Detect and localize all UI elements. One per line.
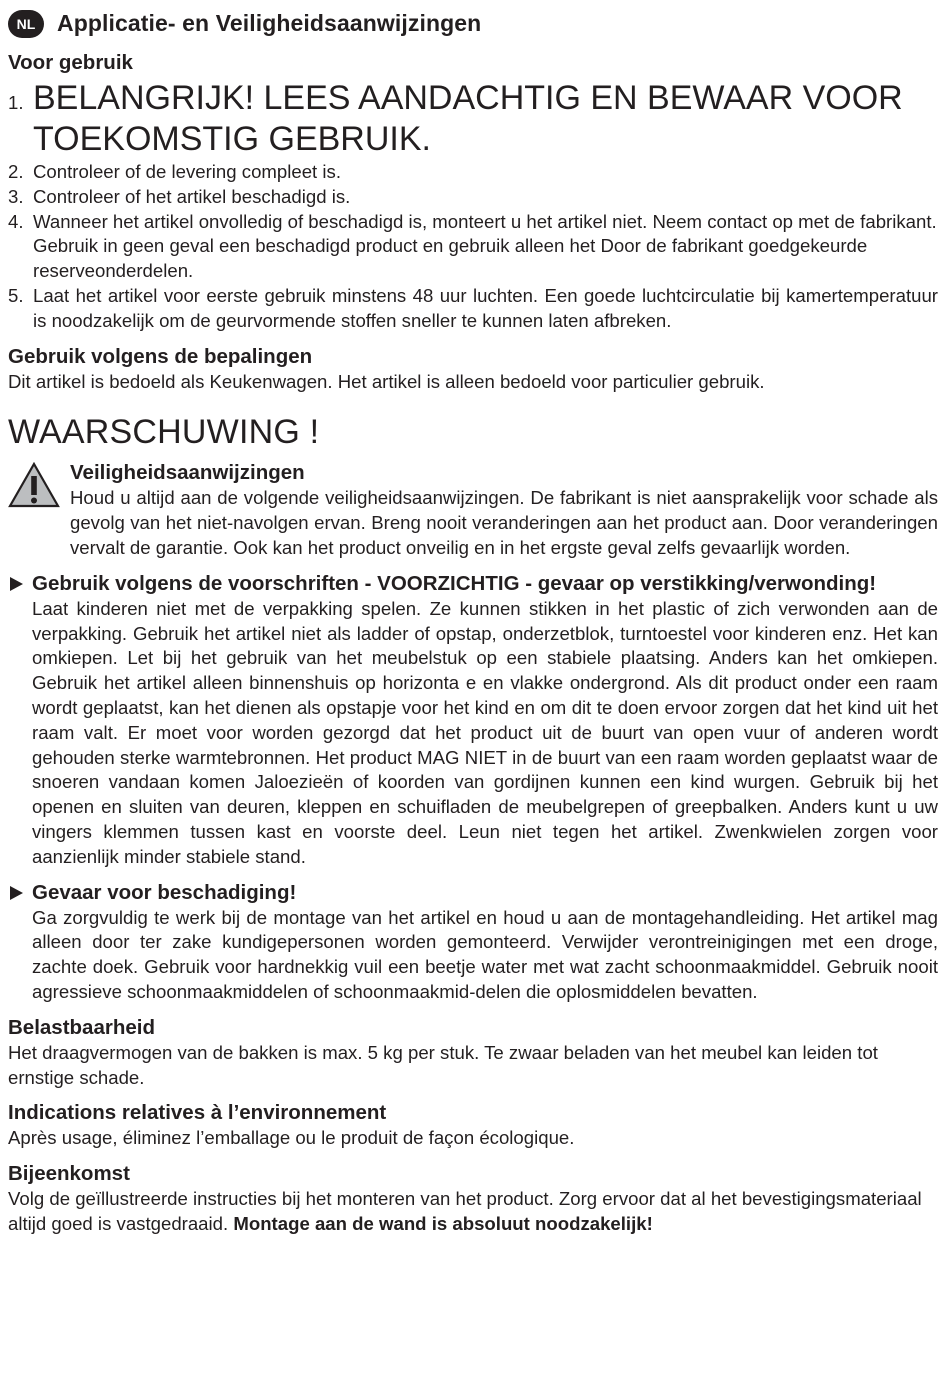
damage-section <box>8 880 938 1005</box>
list-item-4 <box>8 210 938 284</box>
list-item-number: 3. <box>8 185 24 207</box>
intended-use-heading: Gebruik volgens de bepalingen <box>8 344 313 368</box>
language-badge: NL <box>8 10 44 38</box>
list-item-2 <box>8 160 938 185</box>
assembly-section <box>8 1161 938 1237</box>
assembly-paragraph <box>8 1187 938 1237</box>
warning-title: WAARSCHUWING ! <box>8 413 320 452</box>
list-item-text: Wanneer het artikel onvolledig of beschadigd is, monteert u het artikel niet. Neem contact op met de fabrikant. Gebruik in geen geval een beschadigd product en gebruik alleen het Door de fabrikant goedgekeurde reserveonderdelen. <box>33 210 937 282</box>
caution-heading: Gebruik volgens de voorschriften - VOORZICHTIG - gevaar op verstikking/verwonding! <box>32 571 877 595</box>
damage-text: Ga zorgvuldig te werk bij de montage van het artikel en houd u aan de montagehandleiding. Het artikel mag alleen door ter zake kundigepersonen worden gemonteerd. Verwijder verontreinigingen met een droge, zachte doek. Gebruik voor hardnekkig vuil een beetje water met wat zacht schoonmaakmiddel. Gebruik nooit agressieve schoonmaakmiddelen of schoonmaakmid-delen die oplosmiddelen bevatten. <box>32 906 938 1002</box>
list-item-text: Controleer of de levering compleet is. <box>33 161 341 182</box>
caution-section <box>8 571 938 870</box>
damage-heading: Gevaar voor beschadiging! <box>32 880 297 904</box>
environment-heading: Indications relatives à l’environnement <box>8 1101 387 1125</box>
before-use-heading: Voor gebruik <box>8 51 133 74</box>
intended-use-section <box>8 344 938 395</box>
environment-text: Après usage, éliminez l’emballage ou le produit de façon écologique. <box>8 1127 575 1149</box>
list-item-5 <box>8 284 938 334</box>
intended-use-text: Dit artikel is bedoeld als Keukenwagen. Het artikel is alleen bedoeld voor particulier gebruik. <box>8 370 765 392</box>
load-heading: Belastbaarheid <box>8 1015 155 1039</box>
load-text: Het draagvermogen van de bakken is max. 5 kg per stuk. Te zwaar beladen van het meubel kan leiden tot ernstige schade. <box>8 1041 878 1088</box>
before-use-section <box>8 50 938 334</box>
list-item-text: Laat het artikel voor eerste gebruik minstens 48 uur luchten. Een goede luchtcirculatie bij kamertemperatuur is noodzakelijk om de geurvormende stoffen sneller te kunnen laten afbreken. <box>33 284 938 331</box>
list-item-number: 4. <box>8 210 24 232</box>
caution-text: Laat kinderen niet met de verpakking spelen. Ze kunnen stikken in het plastic of zich verwonden aan de verpakking. Gebruik het artikel niet als ladder of opstap, onderzetblok, turntoestel voor kinderen enz. Het kan omkiepen. Let bij het gebruik van het meubelstuk op een stabiele plaatsing. Anders kan het omkiepen. Gebruik het artikel alleen binnenshuis op horizonta e en vlakke ondergrond. Als dit product onder een raam wordt geplaatst, kan het dienen als opstapje voor het kind en om dit te doen ervoor zorgen dat het kind uit het raam valt. Er moet voor worden gezorgd dat het product uit de buurt van open vuur of anderen wordt gehouden sterke warmtebronnen. Het product MAG NIET in de buurt van een raam worden geplaatst waar de snoeren vandaan komen Jaloezieën of koorden van gordijnen kunnen een kind wurgen. Gebruik bij het openen en sluiten van deuren, kleppen en schuifladen de meubelgrepen of greepbalken. Anders kunt u uw vingers klemmen tussen kast en voorste deel. Leun niet tegen het artikel. Zwenkwielen zorgen voor aanzienlijk minder stabiele stand. <box>32 597 938 867</box>
safety-heading: Veiligheidsaanwijzingen <box>70 461 305 485</box>
list-item-number: 5. <box>8 284 24 306</box>
list-item-text: Controleer of het artikel beschadigd is. <box>33 185 351 207</box>
important-notice: BELANGRIJK! LEES AANDACHTIG EN BEWAAR VOOR TOEKOMSTIG GEBRUIK. <box>33 79 903 158</box>
safety-text: Houd u altijd aan de volgende veiligheidsaanwijzingen. De fabrikant is niet aansprakelijk voor schade als gevolg van het niet-navolgen ervan. Breng nooit veranderingen aan het product aan. Door veranderingen vervalt de garantie. Ook kan het product onveilig en in het ergste geval zelfs gevaarlijk worden. <box>70 487 938 558</box>
list-item-number: 1. <box>8 92 24 113</box>
triangle-bullet-icon <box>10 577 23 591</box>
warning-triangle-icon <box>8 462 60 508</box>
assembly-heading: Bijeenkomst <box>8 1162 130 1186</box>
assembly-text: Volg de geïllustreerde instructies bij het monteren van het product. Zorg ervoor dat al het bevestigingsmateriaal altijd goed is vastgedraaid. <box>8 1188 922 1234</box>
safety-section <box>8 460 938 560</box>
list-item-3 <box>8 185 938 210</box>
page-header <box>8 0 938 50</box>
manual-page <box>8 0 938 1237</box>
triangle-bullet-icon <box>10 886 23 900</box>
assembly-bold-warning: Montage aan de wand is absoluut noodzakelijk! <box>233 1212 653 1234</box>
load-section <box>8 1015 938 1091</box>
list-item-number: 2. <box>8 161 24 182</box>
page-title: Applicatie- en Veiligheidsaanwijzingen <box>57 10 482 36</box>
environment-section <box>8 1100 938 1151</box>
list-item-1 <box>8 78 938 160</box>
